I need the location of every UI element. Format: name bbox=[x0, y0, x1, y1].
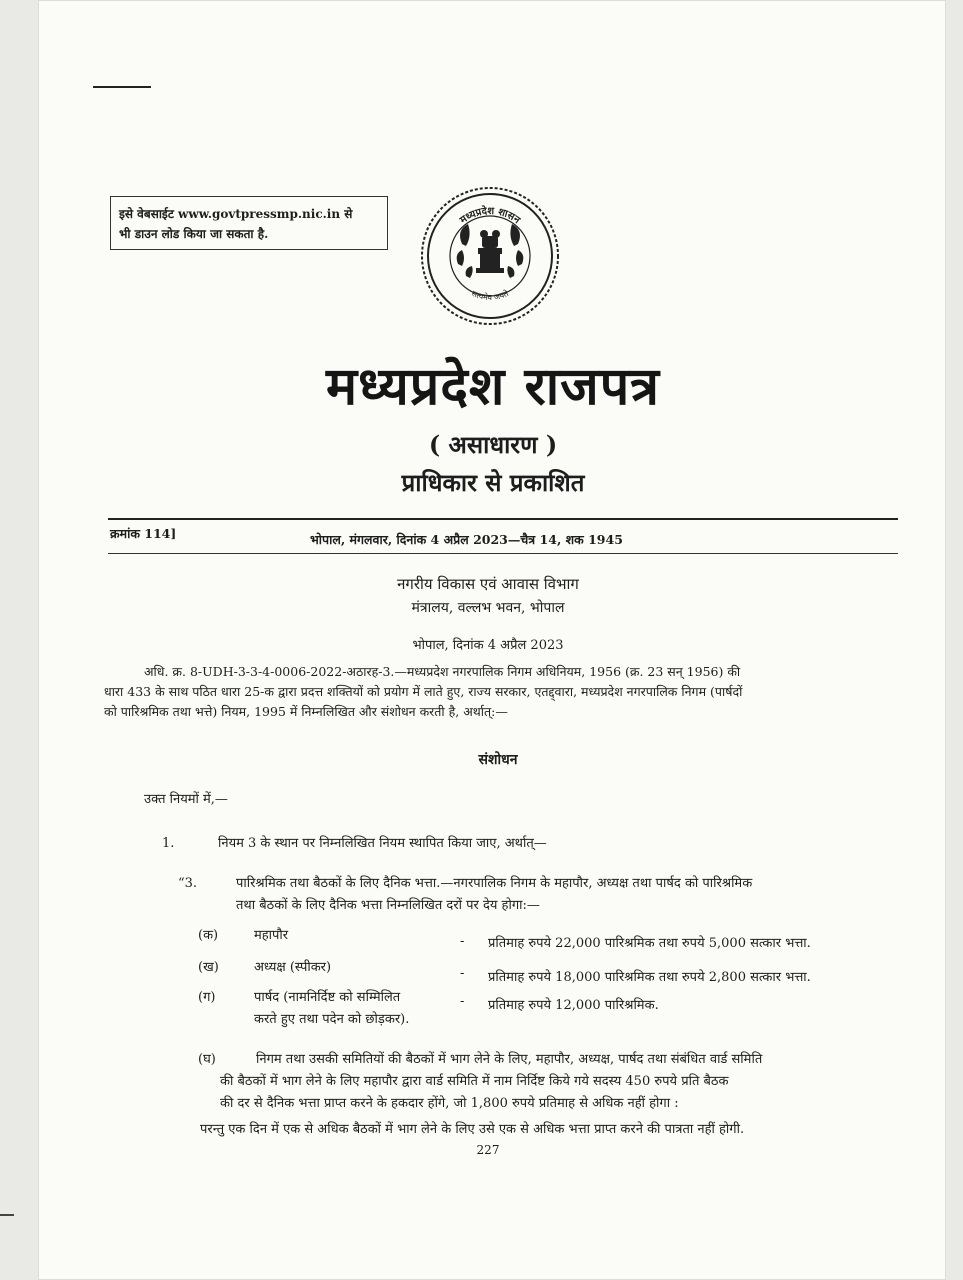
rule-number: “3. bbox=[178, 876, 198, 891]
amendment-heading: संशोधन bbox=[478, 752, 518, 768]
gazette-title: मध्यप्रदेश राजपत्र bbox=[325, 356, 661, 417]
item-text: नियम 3 के स्थान पर निम्नलिखित नियम स्थापित किया जाए, अर्थात्— bbox=[218, 836, 547, 851]
rate-role-cont: करते हुए तथा पदेन को छोड़कर). bbox=[254, 1012, 410, 1027]
emblem-top-text: मध्यप्रदेश शासन bbox=[458, 205, 522, 227]
gazette-page bbox=[38, 0, 946, 1280]
state-emblem-icon bbox=[418, 184, 562, 328]
notification-line-2: धारा 433 के साथ पठित धारा 25-क द्वारा प्रदत्त शक्तियों को प्रयोग में लाते हुए, राज्य सरकार, एतद्द्वारा, मध्यप्रदेश नगरपालिक निगम (पार्षदों bbox=[104, 684, 743, 699]
notice-line-2: भी डाउन लोड किया जा सकता है. bbox=[119, 227, 269, 241]
rule-heading-line-1: पारिश्रमिक तथा बैठकों के लिए दैनिक भत्ता.—नगरपालिक निगम के महापौर, अध्यक्ष तथा पार्षद को पारिश्रमिक bbox=[236, 876, 753, 891]
issue-number: क्रमांक 114] bbox=[110, 526, 177, 541]
rate-value: प्रतिमाह रुपये 22,000 पारिश्रमिक तथा रुपये 5,000 सत्कार भत्ता. bbox=[488, 936, 811, 951]
header-rule-bottom bbox=[108, 553, 898, 554]
emblem-motto: सत्यमेव जयते bbox=[470, 288, 510, 303]
amendment-intro: उक्त नियमों में,— bbox=[144, 792, 228, 807]
top-dash-mark bbox=[93, 86, 151, 88]
svg-text:मध्यप्रदेश शासन bbox=[457, 204, 522, 227]
rate-value: प्रतिमाह रुपये 18,000 पारिश्रमिक तथा रुपये 2,800 सत्कार भत्ता. bbox=[488, 970, 811, 985]
svg-text:सत्यमेव जयते bbox=[470, 288, 510, 302]
rate-dash: - bbox=[460, 966, 465, 981]
issue-dateline: भोपाल, मंगलवार, दिनांक 4 अप्रैल 2023—चैत्र 14, शक 1945 bbox=[310, 532, 623, 547]
rate-key: (ग) bbox=[198, 990, 216, 1005]
website-notice-box bbox=[110, 196, 388, 250]
rate-dash: - bbox=[460, 994, 465, 1009]
edge-mark bbox=[0, 1214, 14, 1216]
clause-line-1: निगम तथा उसकी समितियों की बैठकों में भाग लेने के लिए, महापौर, अध्यक्ष, पार्षद तथा संबंधित वार्ड समिति bbox=[256, 1052, 763, 1067]
rate-key: (ख) bbox=[198, 960, 219, 975]
page-number: 227 bbox=[476, 1143, 500, 1157]
clause-line-3: की दर से दैनिक भत्ता प्राप्त करने के हकदार होंगे, जो 1,800 रुपये प्रतिमाह से अधिक नहीं होगा : bbox=[220, 1096, 679, 1111]
clause-key: (घ) bbox=[198, 1052, 216, 1067]
department-name: नगरीय विकास एवं आवास विभाग bbox=[397, 575, 579, 593]
rate-role: पार्षद (नामनिर्दिष्ट को सम्मिलित bbox=[254, 990, 401, 1005]
gazette-authority: प्राधिकार से प्रकाशित bbox=[401, 468, 585, 497]
notification-line-3: को पारिश्रमिक तथा भत्ते) नियम, 1995 में निम्नलिखित और संशोधन करती है, अर्थात्:— bbox=[104, 704, 508, 719]
rule-heading-line-2: तथा बैठकों के लिए दैनिक भत्ता निम्नलिखित दरों पर देय होगा:— bbox=[236, 898, 540, 913]
notification-line-1: अधि. क्र. 8-UDH-3-3-4-0006-2022-अठारह-3.—मध्यप्रदेश नगरपालिक निगम अधिनियम, 1956 (क्र. 23 सन् 1956) की bbox=[144, 664, 741, 679]
notice-line-1: इसे वेबसाईट www.govtpressmp.nic.in से bbox=[119, 207, 353, 221]
header-rule-top bbox=[108, 518, 898, 520]
clause-proviso: परन्तु एक दिन में एक से अधिक बैठकों में भाग लेने के लिए उसे एक से अधिक भत्ता प्राप्त करने की पात्रता नहीं होगी. bbox=[200, 1122, 745, 1137]
rate-role: अध्यक्ष (स्पीकर) bbox=[254, 960, 332, 975]
rate-value: प्रतिमाह रुपये 12,000 पारिश्रमिक. bbox=[488, 998, 659, 1013]
rate-key: (क) bbox=[198, 928, 219, 943]
gazette-subtitle: ( असाधारण ) bbox=[428, 430, 558, 459]
item-number: 1. bbox=[162, 836, 175, 851]
clause-line-2: की बैठकों में भाग लेने के लिए महापौर द्वारा वार्ड समिति में नाम निर्दिष्ट किये गये सदस्य 450 रुपये प्रति बैठक bbox=[220, 1074, 729, 1089]
department-address: मंत्रालय, वल्लभ भवन, भोपाल bbox=[411, 600, 565, 616]
rate-role: महापौर bbox=[254, 928, 289, 943]
rate-dash: - bbox=[460, 934, 465, 949]
notification-date: भोपाल, दिनांक 4 अप्रैल 2023 bbox=[412, 638, 564, 653]
